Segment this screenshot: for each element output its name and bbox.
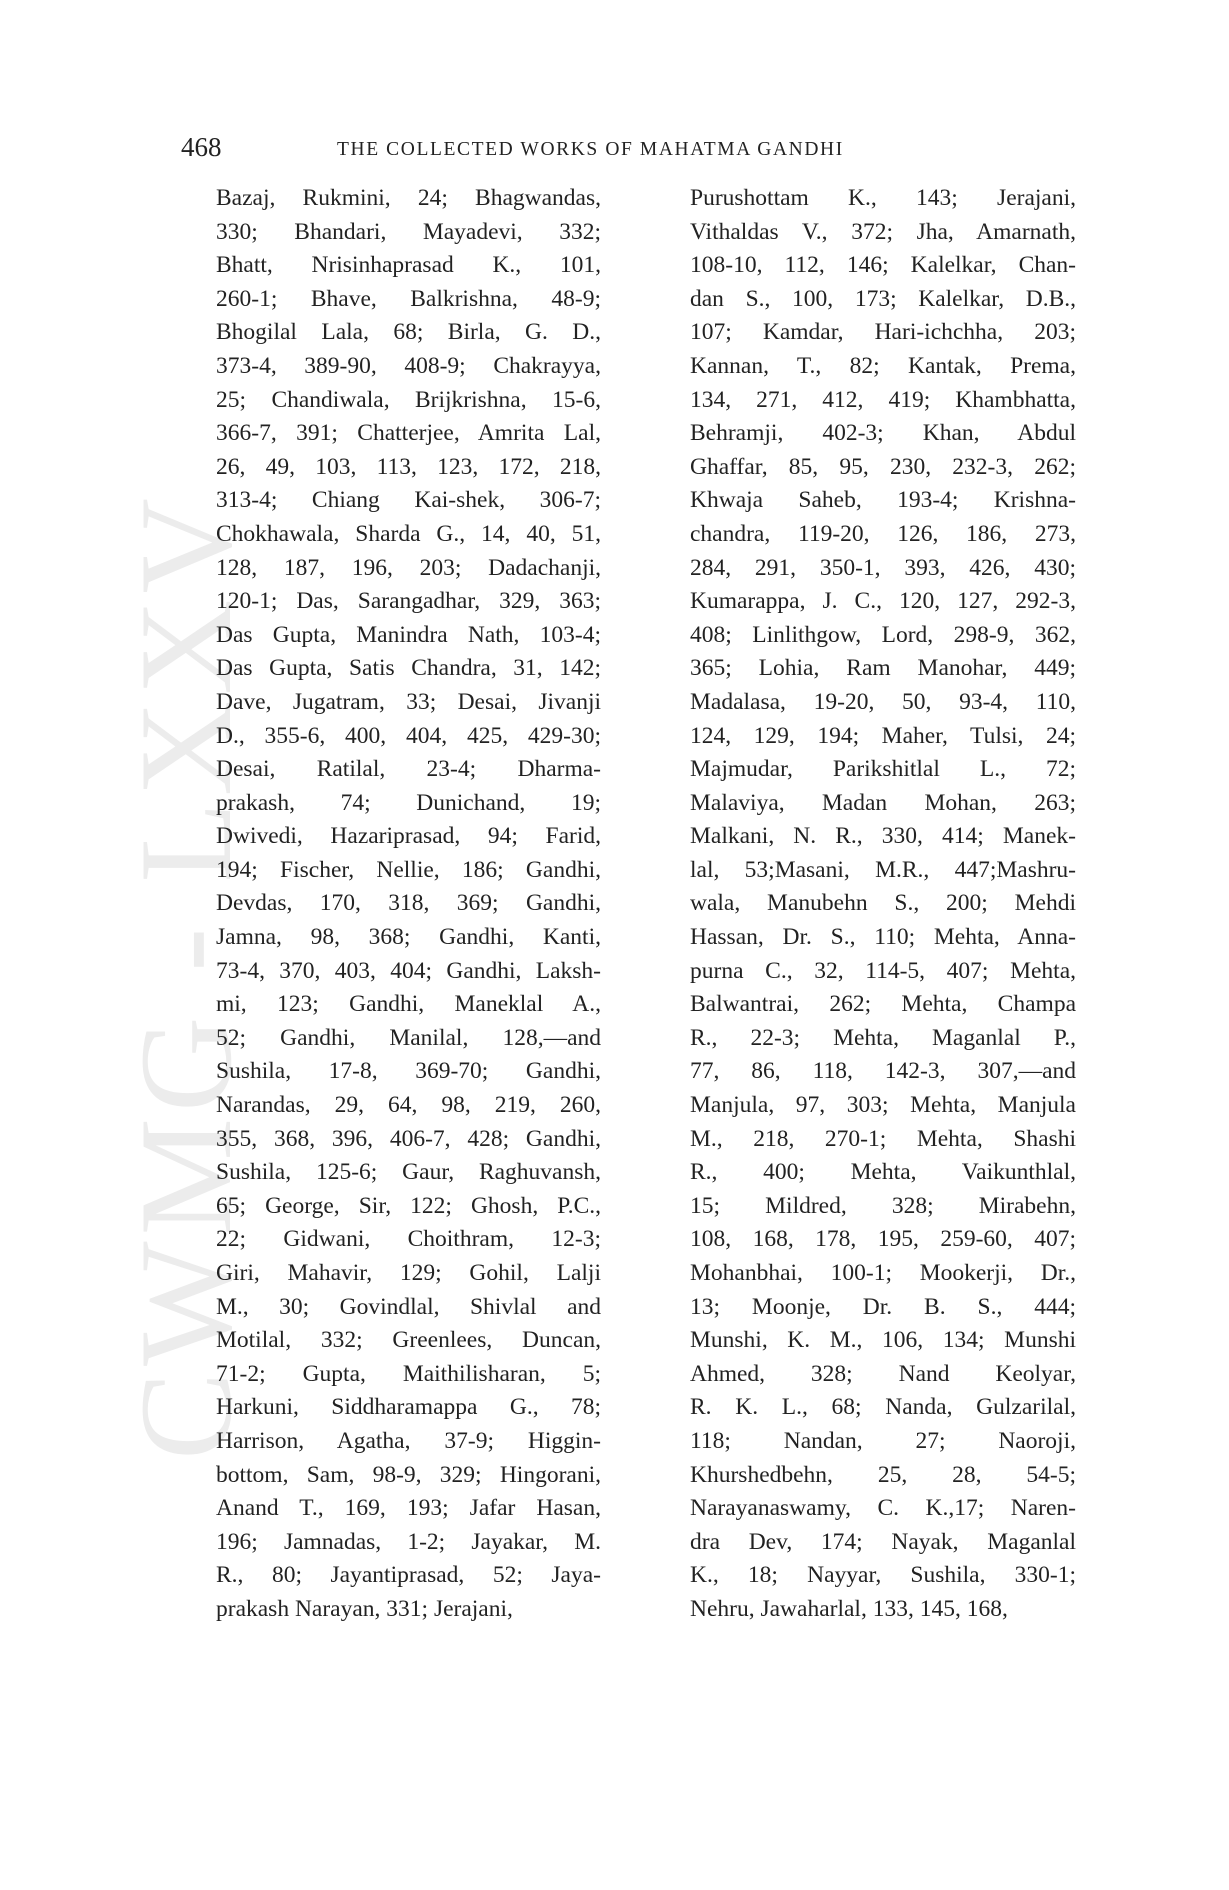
index-line: Devdas, 170, 318, 369; Gandhi, [216,890,601,917]
index-line: Bhogilal Lala, 68; Birla, G. D., [216,319,601,346]
index-line: Harkuni, Siddharamappa G., 78; [216,1394,601,1421]
index-line: Jamna, 98, 368; Gandhi, Kanti, [216,924,601,951]
index-line: Harrison, Agatha, 37-9; Higgin- [216,1427,601,1454]
index-line: 408; Linlithgow, Lord, 298-9, 362, [690,621,1076,648]
index-line: Malaviya, Madan Mohan, 263; [690,789,1076,816]
index-line: 77, 86, 118, 142-3, 307,—and [690,1058,1076,1085]
index-line: bottom, Sam, 98-9, 329; Hingorani, [216,1461,601,1488]
index-line: Hassan, Dr. S., 110; Mehta, Anna- [690,924,1076,951]
index-line: 52; Gandhi, Manilal, 128,—and [216,1024,601,1051]
index-line: 73-4, 370, 403, 404; Gandhi, Laksh- [216,957,601,984]
index-line: Khurshedbehn, 25, 28, 54-5; [690,1461,1076,1488]
index-column-right [690,182,1076,1627]
cwmg-watermark: CWMG - LXXV [112,492,259,1460]
index-line: M., 30; Govindlal, Shivlal and [216,1293,601,1320]
index-line: 134, 271, 412, 419; Khambhatta, [690,386,1076,413]
index-line: 108, 168, 178, 195, 259-60, 407; [690,1226,1076,1253]
index-line: Dwivedi, Hazariprasad, 94; Farid, [216,823,601,850]
running-title: THE COLLECTED WORKS OF MAHATMA GANDHI [337,139,844,160]
index-column-left [216,182,601,1627]
index-line: 366-7, 391; Chatterjee, Amrita Lal, [216,420,601,447]
index-line: wala, Manubehn S., 200; Mehdi [690,890,1076,917]
index-line: dan S., 100, 173; Kalelkar, D.B., [690,285,1076,312]
index-line: Sushila, 17-8, 369-70; Gandhi, [216,1058,601,1085]
index-line: Sushila, 125-6; Gaur, Raghuvansh, [216,1159,601,1186]
index-line: Bazaj, Rukmini, 24; Bhagwandas, [216,185,601,211]
index-line: Nehru, Jawaharlal, 133, 145, 168, [690,1595,1008,1622]
index-line: Desai, Ratilal, 23-4; Dharma- [216,756,601,783]
index-line: Majmudar, Parikshitlal L., 72; [690,756,1076,783]
index-line: 26, 49, 103, 113, 123, 172, 218, [216,453,601,480]
index-line: 373-4, 389-90, 408-9; Chakrayya, [216,352,601,379]
index-line: Das Gupta, Manindra Nath, 103-4; [216,621,601,648]
index-line: prakash, 74; Dunichand, 19; [216,789,601,816]
index-line: Dave, Jugatram, 33; Desai, Jivanji [216,688,601,715]
index-line: purna C., 32, 114-5, 407; Mehta, [690,957,1076,984]
index-line: Mohanbhai, 100-1; Mookerji, Dr., [690,1260,1076,1286]
index-line: 71-2; Gupta, Maithilisharan, 5; [216,1360,601,1387]
index-line: 355, 368, 396, 406-7, 428; Gandhi, [216,1125,601,1152]
index-line: R., 22-3; Mehta, Maganlal P., [690,1024,1076,1051]
index-line: lal, 53;Masani, M.R., 447;Mashru- [690,856,1076,883]
index-line: Anand T., 169, 193; Jafar Hasan, [216,1495,601,1522]
index-line: 194; Fischer, Nellie, 186; Gandhi, [216,856,601,883]
index-line: 124, 129, 194; Maher, Tulsi, 24; [690,722,1076,749]
index-line: R., 80; Jayantiprasad, 52; Jaya- [216,1562,601,1589]
index-line: Giri, Mahavir, 129; Gohil, Lalji [216,1260,601,1286]
index-line: D., 355-6, 400, 404, 425, 429-30; [216,722,601,749]
index-line: 313-4; Chiang Kai-shek, 306-7; [216,487,601,514]
index-line: 330; Bhandari, Mayadevi, 332; [216,218,601,245]
index-line: Behramji, 402-3; Khan, Abdul [690,420,1076,447]
index-line: Das Gupta, Satis Chandra, 31, 142; [216,655,601,682]
index-line: Malkani, N. R., 330, 414; Manek- [690,823,1076,850]
index-line: 22; Gidwani, Choithram, 12-3; [216,1226,601,1253]
index-line: 25; Chandiwala, Brijkrishna, 15-6, [216,386,601,413]
index-line: R., 400; Mehta, Vaikunthlal, [690,1159,1076,1186]
index-line: 107; Kamdar, Hari-ichchha, 203; [690,319,1076,346]
index-line: 120-1; Das, Sarangadhar, 329, 363; [216,588,601,615]
index-line: 196; Jamnadas, 1-2; Jayakar, M. [216,1528,601,1555]
index-line: 13; Moonje, Dr. B. S., 444; [690,1293,1076,1320]
index-line: Balwantrai, 262; Mehta, Champa [690,991,1076,1018]
index-line: prakash Narayan, 331; Jerajani, [216,1595,513,1622]
index-line: K., 18; Nayyar, Sushila, 330-1; [690,1562,1076,1589]
index-line: 365; Lohia, Ram Manohar, 449; [690,655,1076,682]
page-header [181,132,926,168]
index-line: Kumarappa, J. C., 120, 127, 292-3, [690,588,1076,615]
index-line: Ghaffar, 85, 95, 230, 232-3, 262; [690,453,1076,480]
index-line: mi, 123; Gandhi, Maneklal A., [216,991,601,1018]
index-line: Chokhawala, Sharda G., 14, 40, 51, [216,520,601,547]
index-line: 284, 291, 350-1, 393, 426, 430; [690,554,1076,581]
index-line: Kannan, T., 82; Kantak, Prema, [690,352,1076,379]
index-line: 128, 187, 196, 203; Dadachanji, [216,554,601,581]
index-line: Narayanaswamy, C. K.,17; Naren- [690,1495,1076,1522]
index-line: dra Dev, 174; Nayak, Maganlal [690,1528,1076,1555]
index-line: R. K. L., 68; Nanda, Gulzarilal, [690,1394,1076,1421]
index-line: Bhatt, Nrisinhaprasad K., 101, [216,252,601,279]
index-line: 15; Mildred, 328; Mirabehn, [690,1192,1076,1219]
index-line: chandra, 119-20, 126, 186, 273, [690,520,1076,547]
index-line: Motilal, 332; Greenlees, Duncan, [216,1327,601,1354]
index-line: 118; Nandan, 27; Naoroji, [690,1427,1076,1454]
index-line: 65; George, Sir, 122; Ghosh, P.C., [216,1192,601,1219]
index-line: 260-1; Bhave, Balkrishna, 48-9; [216,285,601,312]
index-line: Madalasa, 19-20, 50, 93-4, 110, [690,688,1076,715]
index-line: Vithaldas V., 372; Jha, Amarnath, [690,218,1076,245]
index-line: Khwaja Saheb, 193-4; Krishna- [690,487,1076,514]
page-number: 468 [181,132,222,162]
index-line: M., 218, 270-1; Mehta, Shashi [690,1125,1076,1152]
index-line: 108-10, 112, 146; Kalelkar, Chan- [690,252,1076,279]
index-line: Munshi, K. M., 106, 134; Munshi [690,1327,1076,1354]
index-line: Ahmed, 328; Nand Keolyar, [690,1360,1076,1387]
index-line: Manjula, 97, 303; Mehta, Manjula [690,1092,1076,1119]
index-line: Narandas, 29, 64, 98, 219, 260, [216,1092,601,1119]
index-line: Purushottam K., 143; Jerajani, [690,185,1076,211]
